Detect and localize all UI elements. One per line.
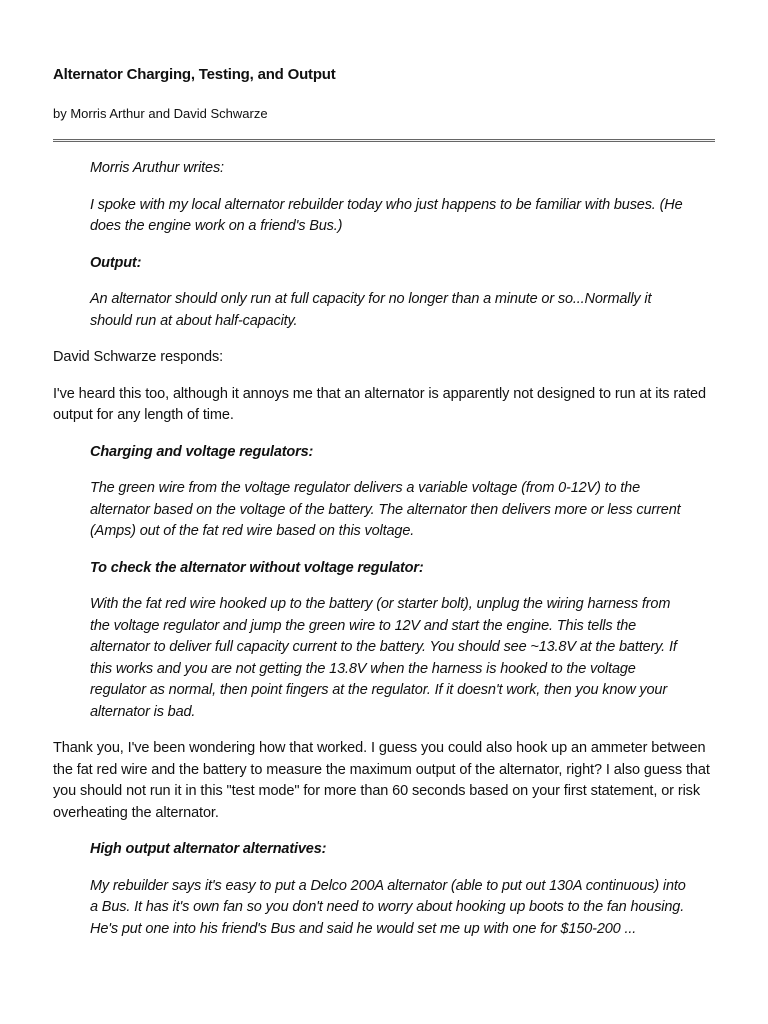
quote-heading-check: To check the alternator without voltage regulator:: [90, 559, 424, 576]
quote-paragraph: My rebuilder says it's easy to put a Delco 200A alternator (able to put out 130A continuous) into a Bus. It has it's own fan so you don't need to worry about hooking up boots to the fan housing. He's put one into his friend's Bus and said he would set me up with one for $150-200 ...: [90, 877, 686, 937]
reply-paragraph: I've heard this too, although it annoys me that an alternator is apparently not designed to run at its rated output for any length of time.: [53, 385, 706, 423]
quote-heading-charging: Charging and voltage regulators:: [90, 443, 314, 460]
quote-heading-high-output: High output alternator alternatives:: [90, 841, 327, 857]
quote-attribution: Morris Aruthur writes:: [90, 160, 224, 176]
article-byline: by Morris Arthur and David Schwarze: [53, 106, 268, 121]
quote-paragraph: The green wire from the voltage regulator delivers a variable voltage (from 0-12V) to the alternator based on the voltage of the battery. The alternator then delivers more or less current (Amps) out of the fat red wire based on this voltage.: [90, 480, 681, 539]
reply-paragraph: Thank you, I've been wondering how that worked. I guess you could also hook up an ammeter between the fat red wire and the battery to measure the maximum output of the alternator, right? I also guess that you should not run it in this "test mode" for more than 60 seconds based on your first statement, or risk overheating the alternator.: [53, 740, 710, 821]
quote-paragraph: I spoke with my local alternator rebuilder today who just happens to be familiar with buses. (He does the engine work on a friend's Bus.): [90, 196, 683, 234]
quote-paragraph: An alternator should only run at full capacity for no longer than a minute or so...Normally it should run at about half-capacity.: [90, 291, 652, 329]
reply-attribution: David Schwarze responds:: [53, 349, 224, 365]
quote-paragraph: With the fat red wire hooked up to the battery (or starter bolt), unplug the wiring harness from the voltage regulator and jump the green wire to 12V and start the engine. This tells the alternator to deliver full capacity current to the battery. You should see ~13.8V at the battery. If this works and you are not getting the 13.8V when the harness is hooked to the voltage regulator as normal, then point fingers at the regulator. If it doesn't work, then you know your alternator is bad.: [90, 596, 677, 720]
quote-heading-output: Output:: [90, 254, 142, 271]
article-body: [53, 158, 718, 940]
header-divider: [53, 139, 715, 142]
article-title: Alternator Charging, Testing, and Output: [53, 66, 336, 83]
